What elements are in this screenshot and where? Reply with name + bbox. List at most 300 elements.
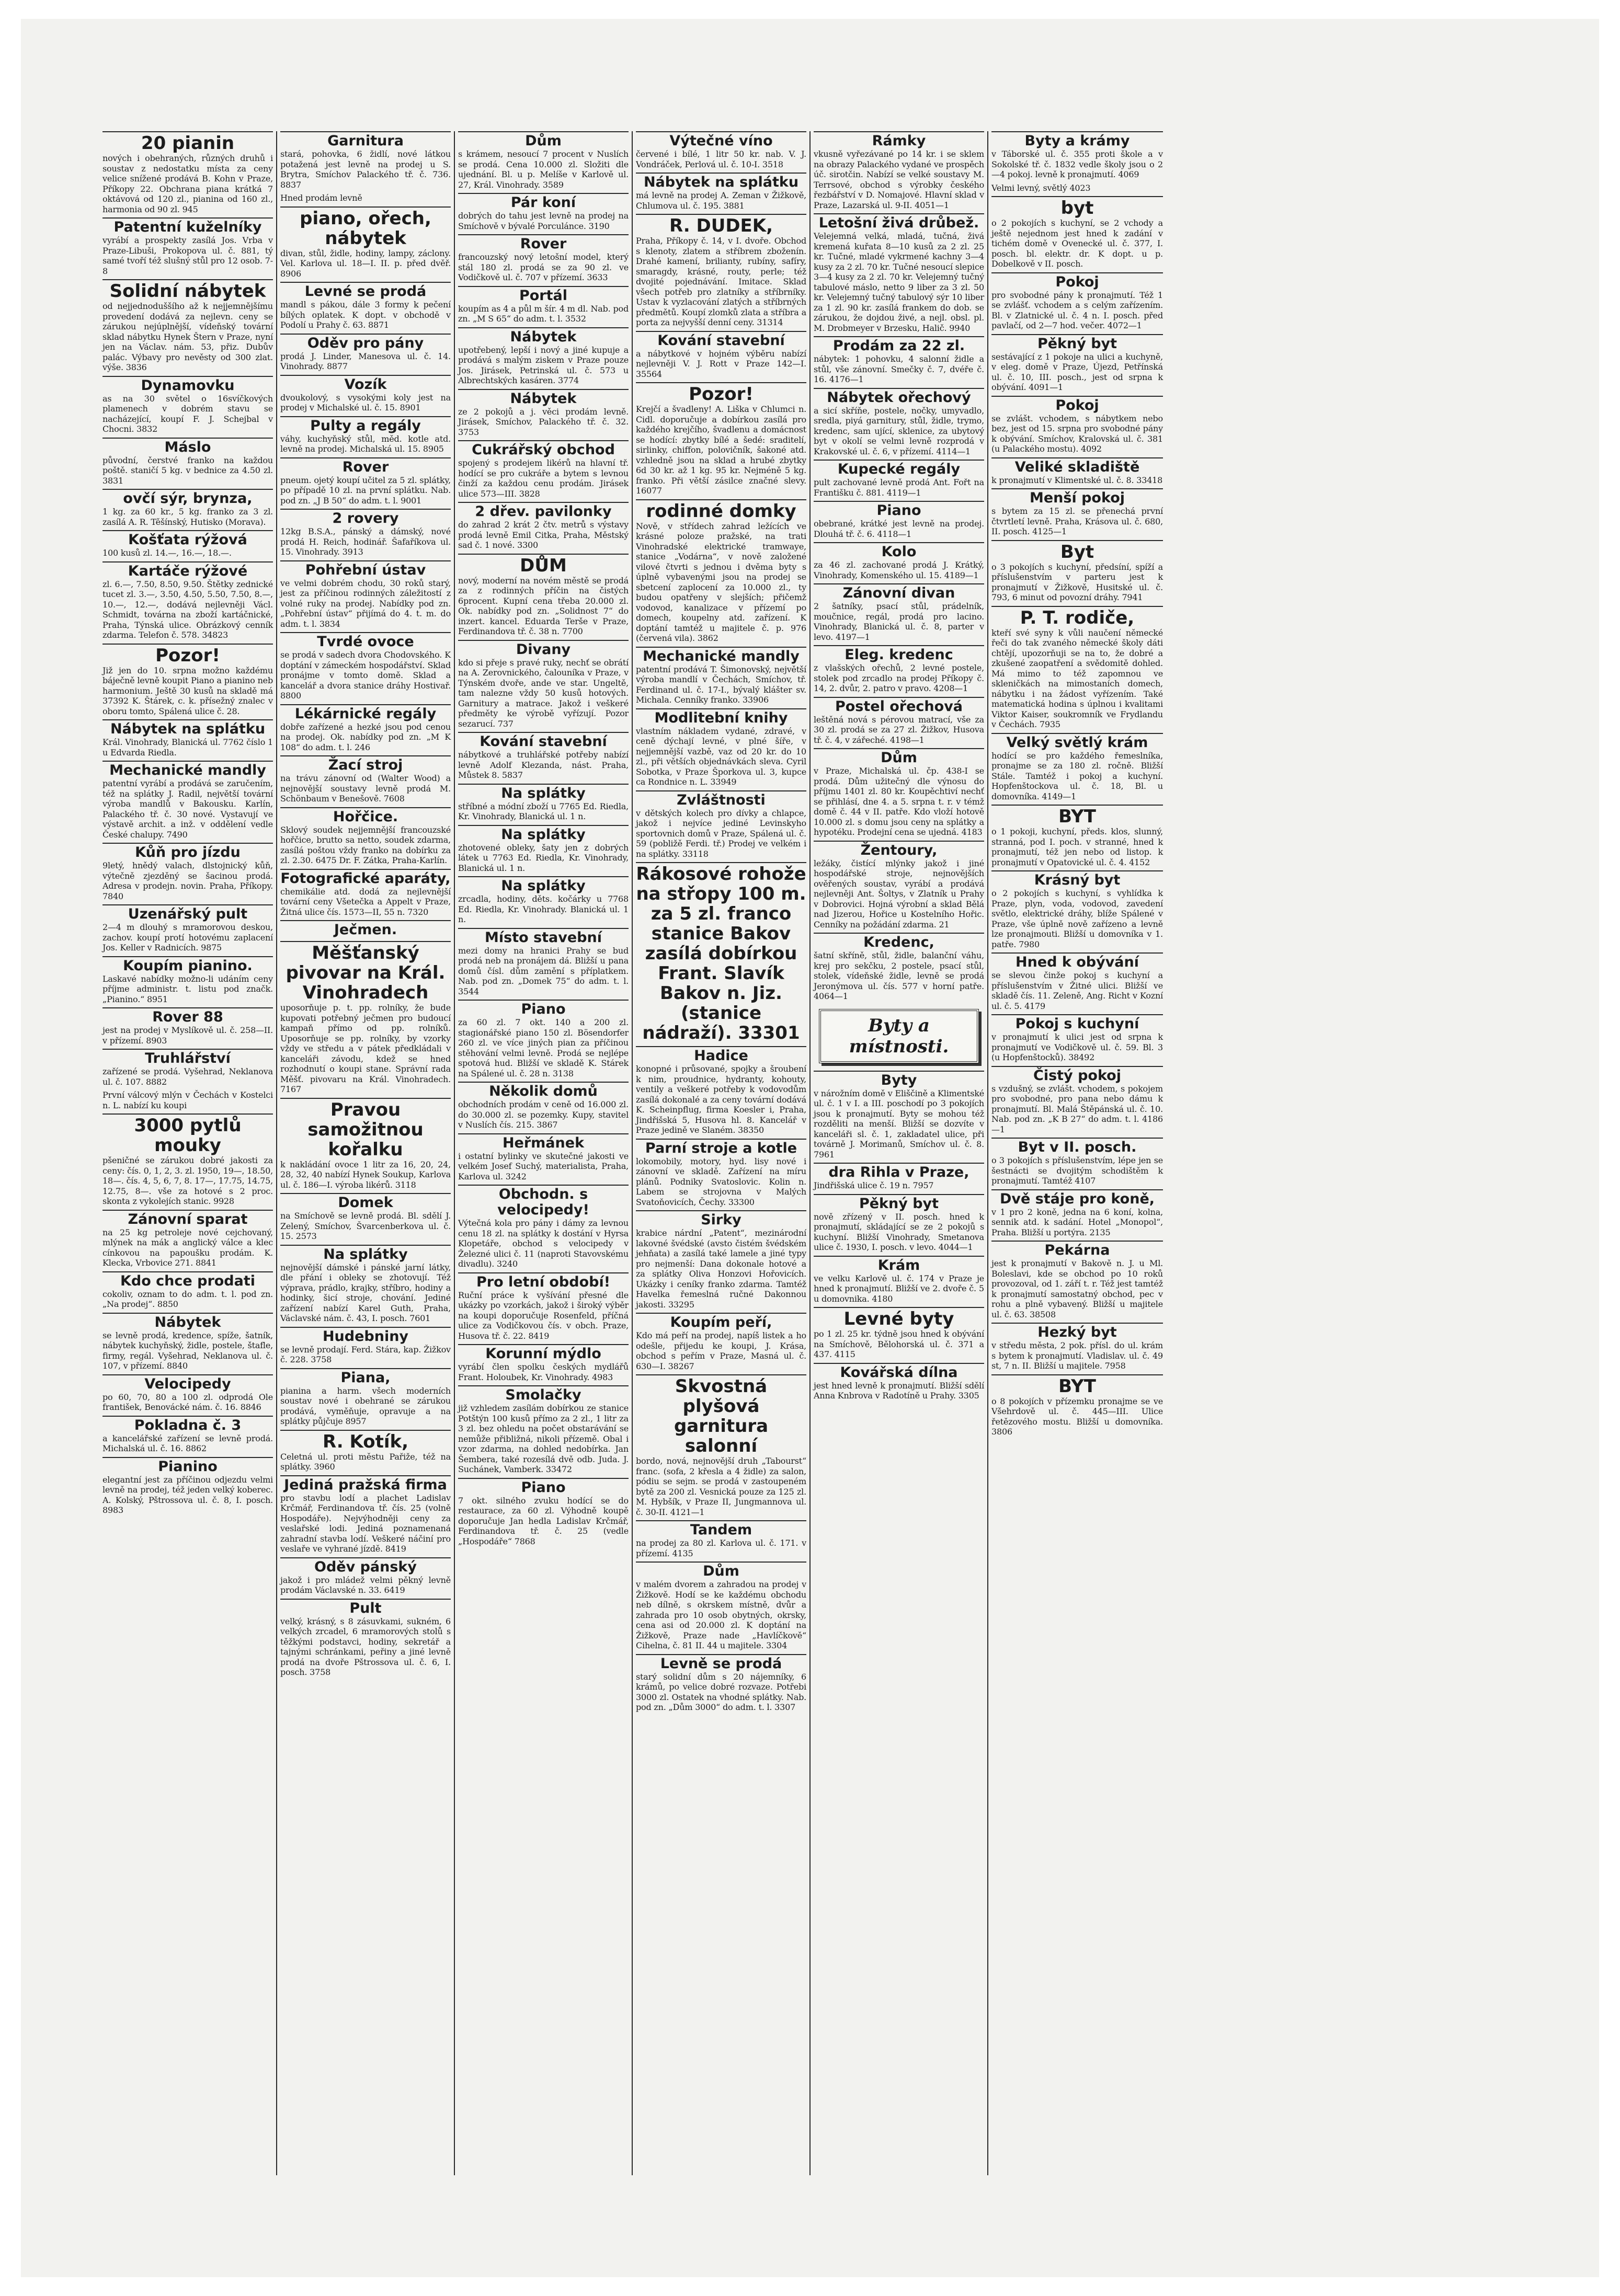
- classified-ad: [458, 389, 629, 438]
- ad-text: v malém dvorem a zahradou na prodej v Žižkově. Hodí se ke každému obchodu neb dílně, s okrskem místně, dvůr a zahrada pro 10 osob obytných, okrsky, cena asi od 20.000 zl. K doptání na Žižkově, Praze nade „Havlíčkově“ Cihelna, č. 81 II. 44 u majitele. 3304: [636, 1579, 806, 1650]
- classified-ad: [102, 376, 273, 434]
- ad-headline: Levné byty: [814, 1307, 984, 1329]
- classified-ad: [458, 234, 629, 283]
- ad-headline: Pozor!: [636, 382, 806, 404]
- classified-ad: [280, 509, 451, 557]
- ad-text: o 2 pokojích s kuchyní, s vyhlídka k Praze, plyn, voda, vodovod, zavedení světlo, elektrické dráhy, blíže Spálené v Praze, vše úplně nově zařízeno a levně lze pronajmouti. Bližší u domovníka v 1. patře. 7980: [991, 888, 1163, 949]
- ad-text: po 60, 70, 80 a 100 zl. odprodá Ole františek, Benovácké nám. č. 16. 8846: [102, 1392, 273, 1412]
- ad-text: v Táborské ul. č. 355 proti škole a v Sokolské tř. č. 1832 vedle školy jsou o 2—4 pokoj. levně k pronajmutí. 4069: [991, 149, 1163, 179]
- ad-text: leštěná nová s pérovou matrací, vše za 30 zl. prodá se za 27 zl. Žižkov, Husova tř. č. 4, v zářeché. 4198—1: [814, 714, 984, 745]
- ad-headline: Letošní živá drůbež.: [814, 213, 984, 231]
- ad-headline: Pult: [280, 1599, 451, 1616]
- ad-headline: Uzenářský pult: [102, 904, 273, 922]
- classified-ad: [102, 279, 273, 373]
- ad-headline: Žací stroj: [280, 755, 451, 773]
- ad-headline: Patentní kuželníky: [102, 217, 273, 235]
- ad-headline: Nábytek na splátku: [102, 719, 273, 737]
- classified-ad: [991, 870, 1163, 949]
- column-2: [277, 131, 455, 2175]
- ad-text: se zvlášt. vchodem, s nábytkem nebo bez, jest od 15. srpna pro svobodné pány k obývání. Smíchov, Kralovská ul. č. 381 (u Palackého mostu). 4092: [991, 413, 1163, 454]
- ad-text: dobře zařízené a hezké jsou pod cenou na prodej. Ok. nabídky pod zn. „M K 108“ do adm. t. l. 246: [280, 721, 451, 752]
- ad-text: ležáky, čistící mlýnky jakož i jiné hospodářské stroje, nejnovějších ověřených soustav, vyrábí a prodává nejlevněji Ant. Šoltys, v Zlatník u Prahy v Dobrovici. Hojná výrobní a sklad Bělá nad Jizerou, Hořice u Kostelního Hořic. Cenníky na požádání zdarma. 21: [814, 858, 984, 929]
- classified-ad: [814, 460, 984, 498]
- ad-text: prodá J. Linder, Manesova ul. č. 14. Vinohrady. 8877: [280, 351, 451, 371]
- classified-ad: [991, 1189, 1163, 1238]
- ad-headline: Pulty a regály: [280, 416, 451, 434]
- ad-headline: Lékárnické regály: [280, 704, 451, 722]
- ad-headline: Korunní mýdlo: [458, 1344, 629, 1362]
- ad-text: obebrané, krátké jest levně na prodej. Dlouhá tř. č. 6. 4118—1: [814, 519, 984, 539]
- ad-text: po 1 zl. 25 kr. týdně jsou hned k obývání na Smíchově, Bělohorská ul. č. 371 a 437. 4115: [814, 1329, 984, 1359]
- classified-ad: [458, 1272, 629, 1341]
- ad-text: jest k pronajmutí v Bakově n. J. u Ml. Boleslavi, kde se obchod po 10 roků provozoval, od 1. září t. r. Též jest tamtéž k pronajmutí samostatný obchod, pec v rohu a plně vybavený. Bližší u majitele ul. č. 63. 38508: [991, 1258, 1163, 1319]
- ad-headline: Pravou samožitnou kořalku: [280, 1098, 451, 1160]
- ad-text: První válcový mlýn v Čechách v Kostelci n. L. nabízí ku koupi: [102, 1090, 273, 1110]
- classified-ad: [280, 206, 451, 279]
- classified-ad: [636, 1139, 806, 1208]
- ad-headline: Nábytek: [458, 327, 629, 345]
- ad-text: hodící se pro každého řemeslníka, pronajme se za 180 zl. ročně. Bližší Stále. Tamtéž i pokoj a kuchyní. Hopfenštockova ul. č. 18, Bl. u domovníka. 4149—1: [991, 750, 1163, 801]
- ad-text: jest hned levně k pronajmutí. Bližší sdělí Anna Knbrova v Radotíně u Prahy. 3305: [814, 1380, 984, 1400]
- classified-ad: [458, 286, 629, 324]
- classified-ad: [991, 272, 1163, 331]
- ad-headline: Dům: [814, 748, 984, 766]
- ad-text: se slevou činže pokoj s kuchyní a příslušenstvím v Žitné ulici. Bližší ve skladě čís. 11. Zeleně, Ang. Richt v Kozní ul. č. 5. 4179: [991, 970, 1163, 1011]
- ad-text: mandl s pákou, dále 3 formy k pečení bílých oplatek. K dopt. v obchodě v Podolí u Prahy č. 63. 8871: [280, 300, 451, 330]
- classified-ad: [280, 457, 451, 506]
- classified-ad: [991, 196, 1163, 269]
- classified-ad: [991, 488, 1163, 537]
- ad-headline: Nábytek na splátku: [636, 173, 806, 190]
- classified-ad: [458, 502, 629, 550]
- ad-headline: Mechanické mandly: [636, 647, 806, 664]
- ad-headline: Byt v II. posch.: [991, 1138, 1163, 1155]
- ad-text: nově zřízený v II. posch. hned k pronajmutí, skládající se ze 2 pokojů s kuchyní. Bližší Vinohrady, Smetanova ulice č. 1930, I. posch. v levo. 4044—1: [814, 1211, 984, 1252]
- ad-headline: DŮM: [458, 554, 629, 576]
- ad-text: k pronajmutí v Klimentské ul. č. 8. 33418: [991, 475, 1163, 485]
- ad-text: o 1 pokoji, kuchyní, předs. klos, slunný, stranná, pod I. poch. v stranné, hned k pronajmutí, též jen nebo od listop. k pronajmutí v Opatovické ul. č. 4. 4152: [991, 826, 1163, 867]
- ad-headline: Dvě stáje pro koně,: [991, 1189, 1163, 1207]
- ad-text: v nárožním domě v Eliščině a Klimentské ul. č. 1 v I. a III. poschodí po 3 pokojích jsou k pronajmutí. Byty se mohou též rozděliti na menší. Bližší se dozvíte v kanceláři sl. č. 1, zakladatel ulice, při továrně J. Morimanů, Smíchov ul. č. 8. 7961: [814, 1088, 984, 1160]
- ad-headline: Heřmánek: [458, 1133, 629, 1151]
- classified-ad: [280, 1193, 451, 1242]
- ad-text: v pronajmutí k ulici jest od srpna k pronajmutí ve Vodičkově ul. č. 59. Bl. 3 (u Hopfenštocků). 38492: [991, 1032, 1163, 1062]
- ad-text: konopné i průsované, spojky a šroubení k nim, proudnice, hydranty, kohouty, ventily a veškeré potřeby k vodovodům zasílá dokonalé a za ceny tovární dodává K. Scheinpflug, firma Koesler i, Praha, Jindřišská 5, Husova hl. 8. Kancelář v Praze jedině ve Slaném. 38350: [636, 1064, 806, 1135]
- column-3: [455, 131, 633, 2175]
- ad-headline: Oděv pánský: [280, 1557, 451, 1575]
- classified-ad: [280, 1245, 451, 1324]
- ad-text: kteří své syny k vůli naučení německé řeči do tak zvaného německé školy dáti chtějí, upozorňuji se na to, že dobré a zkušené zaopatření a svědomitě dohled. Má mimo to též zapomnou ve skleničkách na mimostaních domech, nábytku i na žádost vyřízením. Také matematická hodina s úplnou i kvalitami Viktor Kaiser, soukromník ve Frydlandu v Čechách. 7935: [991, 627, 1163, 729]
- classified-ad: [814, 1363, 984, 1401]
- classified-ad: [458, 1133, 629, 1182]
- ad-text: v dětských kolech pro dívky a chlapce, jakož i nejvíce jediné Levinskyho sportovnich domů v Praze, Spálená ul. č. 59 (pobližě Ferdi. tř.) Prodej ve velkém i na splátky. 33118: [636, 808, 806, 859]
- ad-text: a sicí skříňe, postele, nočky, umyvadlo, sredla, piyá garnitury, stůl, židle, trymo, kredenc, sam ující, sklenice, za ubytový byt v okolí se velmi levně rozprodá v Krakovské ul. č. 6, v přízemí. 4114—1: [814, 405, 984, 456]
- ad-text: Krejčí a švadleny! A. Liška v Chlumci n. Cidl. doporučuje a dobírkou zasílá pro každého krejčího, švadlenu a domácnost se hodící: zbytky bílé a šedé: sraditelí, sirlinky, chiffon, polovičník, šakoné atd. vzhledně jsou na sklad a hrubé zbytky 6d 30 kr. až 1 kg. 95 kr. Nejméně 5 kg. franko. Při větší zásilce značné slevy. 16077: [636, 404, 806, 496]
- ad-headline: Vozík: [280, 375, 451, 393]
- ad-text: uposorňuje p. t. pp. rolníky, že bude kupovati potřebný ječmen pro budoucí kampaň přímo od pp. rolníků. Uposorňuje se pp. rolníky, by vzorky vždy ve středu a v pátek předkládali v kanceláři závodu, kdež se hned rozhodnutí o koupi stane. Správní rada Měšť. pivovaru na Král. Vinohradech. 7167: [280, 1003, 451, 1094]
- classified-ad: [636, 173, 806, 211]
- ad-text: vkusně vyřezávané po 14 kr. i se sklem na obrazy Palackého vydané ve prospěch úč. sirotčin. Nabízí se velké soustavy M. Terrsové, obchod s výrobky českého řezbářství v D. Nomajové. Hlavní sklad v Praze, Lazarská ul. 9-II. 4051—1: [814, 149, 984, 210]
- ad-headline: Prodám za 22 zl.: [814, 336, 984, 354]
- classified-ad: [458, 554, 629, 637]
- ad-headline: Postel ořechová: [814, 697, 984, 715]
- classified-ad: [814, 1163, 984, 1191]
- classified-ad: [280, 1098, 451, 1190]
- ad-headline: Rover: [458, 234, 629, 252]
- classified-ad: [280, 704, 451, 753]
- ad-text: pneum. ojetý koupí učitel za 5 zl. splátky, po případě 10 zl. na první splátku. Nab. pod zn. „J B 50“ do adm. t. l. 9001: [280, 475, 451, 506]
- ad-headline: Ječmen.: [280, 920, 451, 938]
- classified-ad: [458, 876, 629, 925]
- classified-ad: [814, 1307, 984, 1360]
- classified-ad: [102, 1007, 273, 1046]
- ad-headline: Piano: [458, 1478, 629, 1496]
- classified-ad: [280, 282, 451, 330]
- classified-ad: [991, 1374, 1163, 1437]
- ad-text: k nakládání ovoce 1 litr za 16, 20, 24, 28, 32, 40 nabízí Hynek Soukup, Karlova ul. č. 186—I. výroba likérů. 3118: [280, 1159, 451, 1190]
- classified-ad: [102, 843, 273, 901]
- classified-ad: [102, 438, 273, 486]
- ad-headline: 20 pianin: [102, 131, 273, 153]
- ad-text: v 1 pro 2 koně, jedna na 6 koní, kolna, sennik atd. k sadání. Hotel „Monopol“, Praha. Bližší u portýra. 2135: [991, 1207, 1163, 1237]
- classified-ad: [458, 440, 629, 499]
- ad-text: pro stavbu lodí a plachet Ladislav Krčmář, Ferdinandova tř. čís. 25 (volně Hospodáře). Nejvýhodněji ceny za veslařské lodi. Jediná poznamenaná zahradní stavba lodí. Veškeré náčiní pro veslaře ve vyhrané jízdě. 8419: [280, 1493, 451, 1554]
- classified-ad: [814, 697, 984, 745]
- classified-ad: [991, 457, 1163, 486]
- ad-headline: Truhlářství: [102, 1049, 273, 1066]
- classified-ad: [636, 790, 806, 859]
- classified-ad: [102, 1416, 273, 1454]
- classified-ad: [280, 755, 451, 804]
- ad-text: s bytem za 15 zl. se přenechá první čtvrtletí levně. Praha, Krásova ul. č. 680, II. posch. 4125—1: [991, 506, 1163, 536]
- ad-headline: Nábytek ořechový: [814, 388, 984, 406]
- ad-headline: Modlitební knihy: [636, 708, 806, 726]
- ad-headline: Kupecké regály: [814, 460, 984, 477]
- ad-headline: Čistý pokoj: [991, 1066, 1163, 1084]
- ad-headline: BYT: [991, 1374, 1163, 1396]
- classified-ad: [458, 1082, 629, 1130]
- ad-text: 9letý, hnědý valach, dlstojnický kůň, výtečně zjezděný se šacinou prodá. Adresa v prodejn. novin. Praha, Příkopy. 7840: [102, 860, 273, 901]
- ad-text: 7 okt. silného zvuku hodící se do restaurace, za 60 zl. Výhodně koupě doporučuje Jan hedla Ladislav Krčmář, Ferdinandova tř. č. 25 (vedle „Hospodáře“ 7868: [458, 1495, 629, 1546]
- ad-text: kdo si přeje s pravé ruky, nechť se obrátí na A. Zerovnického, čalouníka v Praze, v Týnském dvoře, ande ve star. Ungeltě, tam nalezne vždy 50 kusů hotových. Garnitury a matrace. Jakož i veškeré předměty ke výrobě vyřízují. Pozor sezarucí. 737: [458, 657, 629, 729]
- classified-ad: [458, 1385, 629, 1475]
- ad-headline: Rákosové rohože na střopy 100 m. za 5 zl. franco stanice Bakov zasílá dobírkou Frant. Slavík Bakov n. Jiz. (stanice nádraží). 33301: [636, 862, 806, 1043]
- ad-text: ze 2 pokojů a j. věci prodám levně. Jirásek, Smíchov, Palackého tř. č. 32. 3753: [458, 406, 629, 437]
- classified-ad: [280, 1368, 451, 1427]
- ad-text: upotřebený, lepší i nový a jiné kupuje a prodává s malým ziskem v Praze pouze Jos. Jirásek, Petrinská ul. č. 573 u Albrechtských kasáren. 3774: [458, 345, 629, 385]
- classified-ad: [280, 1599, 451, 1678]
- ad-text: na trávu zánovní od (Walter Wood) a nejnovější soustavy levně prodá M. Schönbaum v Benešově. 7608: [280, 773, 451, 803]
- ad-text: bordo, nová, nejnovější druh „Tabourst“ franc. (sofa, 2 křesla a 4 židle) za salon, pódiu se sejm. se prodá v zastoupeném bytě za 200 zl. Vesnická pouze za 125 zl. M. Hybšík, v Praze II, Jungmannova ul. č. 30-II. 4121—1: [636, 1456, 806, 1517]
- ad-text: od nejjednoduššího až k nejjemnějšímu provedení dodává za nejlevn. ceny se zárukou nejúplnější, vídeňský tovární sklad nábytku Hynek Štern v Praze, nyní jen na Václav. nám. 53, přiz. Dubův palác. Výbavy pro nevěsty od 300 zlat. výše. 3836: [102, 301, 273, 372]
- classified-ad: [280, 131, 451, 190]
- ad-headline: Nábytek: [102, 1313, 273, 1330]
- ad-text: jakož i pro mládež velmi pěkný levně prodám Václavské n. 33. 6419: [280, 1575, 451, 1595]
- classified-ad: [991, 334, 1163, 393]
- ad-headline: Krám: [814, 1256, 984, 1273]
- ad-headline: Kování stavební: [636, 331, 806, 349]
- ad-text: 100 kusů zl. 14.—, 16.—, 18.—.: [102, 548, 232, 558]
- classified-ad: [102, 761, 273, 840]
- ad-text: Praha, Příkopy č. 14, v I. dvoře. Obchod s klenoty, zlatem a stříbrem zboženín. Drahé kamení, brilianty, rubíny, safíry, smaragdy, krásné, routy, perle; též dvojité pojednávání. Imitace. Sklad všech potřeb pro zlatníky a stříbrníky. Ustav k vyzlacování zlatých a stříbrných předmětů. Koupí zlomků zlata a stříbra a porta za nejvyšší denní ceny. 31314: [636, 236, 806, 327]
- ad-headline: Měšťanský pivovar na Král. Vinohradech: [280, 941, 451, 1003]
- ad-headline: R. DUDEK,: [636, 214, 806, 236]
- classified-ad: [814, 542, 984, 580]
- ad-text: elegantní jest za příčinou odjezdu velmi levně na prodej, též jeden velký koberec. A. Kolský, Pštrossova ul. č. 8, I. posch. 8983: [102, 1474, 273, 1515]
- classified-ad: [991, 1138, 1163, 1186]
- ad-text: lokomobily, motory, hyd. lisy nové i zánovní ve skladě. Zařízení na míru plánů. Podniky Svatoslovic. Kolin n. Labem se strojovna v Malých Svatoňovicích, Čechy. 33300: [636, 1156, 806, 1207]
- ad-text: zhotovené obleky, šaty jen z dobrých látek u 7763 Ed. Riedla, Kr. Vinohrady, Blanická ul. 1 n.: [458, 842, 629, 873]
- classified-ad: [458, 327, 629, 386]
- classified-ad: [102, 561, 273, 640]
- classified-ad: [102, 1271, 273, 1310]
- ad-text: Sklový soudek nejjemnější francouzské hořčice, brutto sa netto, soudek zdarma, zasílá poštou vždy franko na dobírku za zl. 2.30. 6475 Dr. F. Zátka, Praha-Karlín.: [280, 824, 451, 865]
- ad-text: nový, moderní na novém městě se prodá za z rodinných příčin na čistých 6procent. Kupní cena třeba 20.000 zl. Ok. nabídky pod zn. „Solidnost 7“ do inzert. kancel. Eduarda Terše v Praze, Ferdinandova tř. č. 38 n. 7700: [458, 575, 629, 636]
- ad-headline: Byt: [991, 540, 1163, 562]
- ad-headline: Menší pokoj: [991, 488, 1163, 506]
- ad-text: koupím as 4 a půl m šír. 4 m dl. Nab. pod zn. „M S 65“ do adm. t. l. 3532: [458, 303, 629, 324]
- ad-headline: Rámky: [814, 131, 984, 149]
- ad-headline: R. Kotík,: [280, 1430, 451, 1452]
- ad-text: nových i obehraných, různých druhů i soustav z nedostatku místa za ceny velice snížené prodává B. Kohn v Praze, Příkopy 22. Obchrana piana krátká 7 oktávová od 120 zl., pianina od 160 zl., harmonia od 90 zl. 945: [102, 153, 273, 214]
- ad-headline: Domek: [280, 1193, 451, 1211]
- classified-ad: [636, 499, 806, 644]
- ad-headline: Zánovní divan: [814, 583, 984, 601]
- classified-ads-sheet: [99, 131, 1522, 2175]
- ad-headline: Velocipedy: [102, 1374, 273, 1392]
- ad-headline: Tvrdé ovoce: [280, 632, 451, 650]
- ad-text: Laskavé nabídky možno-li udáním ceny příjme administr. t. listu pod značk. „Pianino.“ 8951: [102, 973, 273, 1004]
- ad-headline: Koupím pianino.: [102, 956, 273, 974]
- ad-text: na prodej za 80 zl. Karlova ul. č. 171. v přízemí. 4135: [636, 1538, 806, 1558]
- classified-ad: [458, 732, 629, 780]
- ad-text: červené i bílé, 1 litr 50 kr. nab. V. J. Vondráček, Perlová ul. č. 10-I. 3518: [636, 149, 806, 169]
- classified-ad: [991, 606, 1163, 730]
- ad-text: v středu města, 2 pok. přísl. do ul. krám s bytem k pronajmutí. Vladislav. ul. č. 49 st, 7 n. II. Bližší u majitele. 7958: [991, 1340, 1163, 1371]
- ad-headline: Divany: [458, 640, 629, 658]
- classified-ad: [280, 334, 451, 372]
- ad-headline: Parní stroje a kotle: [636, 1139, 806, 1156]
- classified-ad: [991, 805, 1163, 867]
- ad-headline: Hezký byt: [991, 1323, 1163, 1340]
- ad-text: patentní vyrábí a prodává se zaručením, též na splátky J. Radil, největší tovární výroba mandlů v Bakousku. Karlín, Palackého tř. č. 30 nové. Vystavují ve výstavě archit. a inž. v oddělení vedle České chalupy. 7490: [102, 778, 273, 840]
- ad-text: jest na prodej v Myslíkově ul. č. 258—II. v přízemí. 8903: [102, 1025, 273, 1046]
- ad-text: chemikálie atd. dodá za nejlevnější tovární ceny Všetečka a Appelt v Praze, Žitná ulice čís. 1573—II, 55 n. 7320: [280, 886, 451, 917]
- classified-ad: [280, 375, 451, 413]
- ad-text: o 3 pokojích s kuchyní, předsíní, spíží a příslušenstvím v parteru jest k pronajmutí v Žižkově, Husitské ul. č. 793, 6 minut od povozní dráhy. 7941: [991, 561, 1163, 602]
- ad-text: a nábytkové v hojném výběru nabízí nejlevněji V. J. Rott v Praze 142—I. 35564: [636, 348, 806, 379]
- classified-ad: [458, 1000, 629, 1078]
- ad-headline: 2 dřev. pavilonky: [458, 502, 629, 520]
- ad-headline: Kolo: [814, 542, 984, 560]
- ad-text: se levně prodají. Ferd. Stára, kap. Žižkov č. 228. 3758: [280, 1344, 451, 1364]
- classified-ad: [814, 645, 984, 694]
- ad-headline: Piano: [814, 501, 984, 519]
- classified-ad: [102, 530, 273, 558]
- classified-ad: [280, 941, 451, 1095]
- classified-ad: [102, 1090, 273, 1110]
- classified-ad: [991, 396, 1163, 454]
- classified-ad: [280, 416, 451, 454]
- ad-headline: Eleg. kredenc: [814, 645, 984, 663]
- classified-ad: [991, 1066, 1163, 1135]
- classified-ad: [102, 904, 273, 953]
- ad-text: ve velku Karlově ul. č. 174 v Praze je hned k pronajmutí. Bližší ve 2. dvoře č. 5 u domovnika. 4180: [814, 1273, 984, 1304]
- classified-ad: [991, 1014, 1163, 1063]
- ad-headline: Košťata rýžová: [102, 530, 273, 548]
- ad-headline: byt: [991, 196, 1163, 218]
- ad-headline: Rover: [280, 457, 451, 475]
- ad-headline: Garnitura: [280, 131, 451, 149]
- ad-headline: Pohřební ústav: [280, 560, 451, 578]
- ad-text: Ruční práce k vyšívání přesné dle ukázky po vzorkách, jakož i široký výběr na koupi doporučuje Rosenfeld, příčná ulice za Vodičkovou čís. v obch. Praze, Husova tř. č. 22. 8419: [458, 1290, 629, 1341]
- ad-headline: Jediná pražská firma: [280, 1475, 451, 1493]
- column-5: [811, 131, 988, 2175]
- ad-headline: Máslo: [102, 438, 273, 455]
- ad-text: Velejemná velká, mladá, tučná, živá kremená kuřata 8—10 kusů za 2 zl. 25 kr. Tučné, mladé vykrmené kachny 3—4 kusy za 2 zl. 70 kr. Tučné nesoucí slepice 3—4 kusy za 2 zl. 70 kr. Velejemný tučný tabulové máslo, netto 9 liber za 3 zl. 50 kr. Velejemný tučný tabulový sýr 10 liber za 1 zl. 90 kr. zasílá frankem do dob. se zárukou, že dojdou živé, a nejl. obsl. pl. M. Drobmeyer v Brzesku, Halič. 9940: [814, 231, 984, 333]
- ad-headline: rodinné domky: [636, 499, 806, 521]
- ad-headline: Levně se prodá: [636, 1654, 806, 1672]
- classified-ad: [102, 1374, 273, 1413]
- ad-headline: Pěkný byt: [991, 334, 1163, 352]
- classified-ad: [280, 1327, 451, 1365]
- ad-text: divan, stůl, židle, hodiny, lampy, záclony. Vel. Karlova ul. 18—I. II. p. před dvěř. 8906: [280, 248, 451, 279]
- classified-ad: [814, 501, 984, 539]
- ad-text: Velmi levný, světlý 4023: [991, 182, 1091, 193]
- ad-headline: Sirky: [636, 1210, 806, 1228]
- classified-ad: [636, 131, 806, 169]
- ad-headline: Kůň pro jízdu: [102, 843, 273, 860]
- classified-ad: [280, 1475, 451, 1554]
- classified-ad: [102, 644, 273, 717]
- ad-text: se prodá v sadech dvora Chodovského. K doptání v zámeckém hospodářství. Sklad pronájme v tomto domě. Sklad a kancelář a dvora stanice dráhy Hostivař. 8800: [280, 650, 451, 701]
- ad-headline: Obchodn. s velocipedy!: [458, 1185, 629, 1218]
- ad-headline: Skvostná plyšová garnitura salonní: [636, 1374, 806, 1456]
- classified-ad: [991, 1241, 1163, 1319]
- classified-ad: [636, 1520, 806, 1558]
- classified-ad: [814, 1194, 984, 1253]
- ad-text: o 8 pokojích v přízemku pronajme se ve Všehrdově ul. č. 445—III. Ulice řetězového mostu. Bližší u domovníka. 3806: [991, 1396, 1163, 1437]
- ad-headline: dra Rihla v Praze,: [814, 1163, 984, 1180]
- ad-headline: Hned k obývání: [991, 952, 1163, 970]
- ad-headline: Piana,: [280, 1368, 451, 1386]
- ad-text: šatní skříně, stůl, židle, balanční váhu, krej pro sekčku, 2 postele, psací stůl, stolek, vídeňské židle, levně se prodá Jeronýmova ul. čís. 577 v horní patře. 4064—1: [814, 950, 984, 1001]
- ad-text: zl. 6.—, 7.50, 8.50, 9.50. Štětky zednické tucet zl. 3.—, 3.50, 4.50, 5.50, 7.50, 8.—, 10.—, 12.—, dodává nejlevněji Václ. Schmidt, továrna na zboží kartáčnické, Praha, Týnská ulice. Obrázkový cenník zdarma. Telefon č. 578. 34823: [102, 579, 273, 640]
- ad-text: pult zachované levně prodá Ant. Fořt na Františku č. 881. 4119—1: [814, 477, 984, 498]
- ad-text: obchodních prodám v ceně od 16.000 zl. do 30.000 zl. se pozemky. Kupy, stavitel v Nuslích čís. 215. 3867: [458, 1099, 629, 1130]
- ad-headline: BYT: [991, 805, 1163, 826]
- classified-ad: [102, 956, 273, 1005]
- ad-headline: Rover 88: [102, 1007, 273, 1025]
- ad-text: i ostatní bylinky ve skutečné jakosti ve velkém Josef Suchý, materialista, Praha, Karlova ul. 3242: [458, 1151, 629, 1181]
- classified-ad: [991, 1323, 1163, 1371]
- ad-headline: Velký světlý krám: [991, 733, 1163, 751]
- classified-ad: [280, 193, 451, 203]
- ad-text: spojený s prodejem likérů na hlavní tř. hodící se pro cukráře a bytem s levnou činží za každou cenu prodám. Jirásek ulice 573—III. 3828: [458, 458, 629, 499]
- ad-text: francouzský nový letošní model, který stál 180 zl. prodá se za 90 zl. ve Vodičkově ul. č. 707 v přízemí. 3633: [458, 252, 629, 282]
- classified-ad: [636, 1046, 806, 1135]
- classified-ad: [814, 1009, 984, 1063]
- classified-ad: [458, 640, 629, 729]
- ad-headline: Na splátky: [458, 825, 629, 843]
- ad-headline: Fotografické aparáty,: [280, 869, 451, 887]
- ad-headline: ovčí sýr, brynza,: [102, 489, 273, 507]
- ad-text: pianina a harm. všech moderních soustav nové i obehrané se zárukou prodává, vyměňuje, opravuje a na splátky půjčuje 8957: [280, 1385, 451, 1426]
- ad-text: nejnovější dámské i pánské jarní látky, dle přání i obleky se zhotovují. Též výprava, prádlo, krajky, stříbro, hodiny a hodinky, šicí stroje, chování. Jediné zařízení nabízí Karel Guth, Praha, Václavské nám. č. 43, I. posch. 7601: [280, 1262, 451, 1323]
- ad-headline: Pianino: [102, 1457, 273, 1475]
- ad-headline: Pokoj: [991, 272, 1163, 290]
- classified-ad: [636, 1654, 806, 1713]
- classified-ad: [636, 1374, 806, 1517]
- ad-text: zařízené se prodá. Vyšehrad, Neklanova ul. č. 107. 8882: [102, 1066, 273, 1087]
- classified-ad: [102, 1210, 273, 1268]
- ad-headline: Několik domů: [458, 1082, 629, 1099]
- classified-ad: [636, 708, 806, 787]
- classified-ad: [814, 213, 984, 333]
- ad-headline: Cukrářský obchod: [458, 440, 629, 458]
- classified-ad: [458, 1478, 629, 1547]
- ad-headline: Byty: [814, 1071, 984, 1088]
- ad-text: o 2 pokojích s kuchyní, se 2 vchody a ještě nejednom jest hned k zadání v tichém domě v Ovenecké ul. č. 377, I. posch. bl. elektr. dr. K dopt. u p. Dobelkově v II. posch.: [991, 218, 1163, 269]
- ad-headline: Kovářská dílna: [814, 1363, 984, 1381]
- ad-text: dobrých do tahu jest levně na prodej na Smíchově v bývalé Porculánce. 3190: [458, 211, 629, 231]
- ad-text: 12kg B.S.A., pánský a dámský, nové prodá H. Reich, hodinář. Šafaříkova ul. 15. Vinohrady. 3913: [280, 526, 451, 557]
- classified-ad: [102, 1457, 273, 1516]
- ad-headline: Pár koní: [458, 193, 629, 211]
- ad-text: dvoukolový, s vysokými koly jest na prodej v Michalské ul. č. 15. 8901: [280, 392, 451, 412]
- ad-text: s krámem, nesoucí 7 procent v Nuslích se prodá. Cena 10.000 zl. Složiti dle ujednání. Bl. u p. Melíše v Karlově ul. 27, Král. Vinohrady. 3589: [458, 149, 629, 190]
- ad-text: na Smíchově se levně prodá. Bl. sdělí J. Zelený, Smíchov, Švarcenberkova ul. č. 15. 2573: [280, 1211, 451, 1241]
- ad-text: Kdo má peří na prodej, napíš listek a ho odešle, přijedu ke koupi, J. Krása, obchod s peřím v Praze, Masná ul. č. 630—I. 38267: [636, 1330, 806, 1371]
- column-1: [99, 131, 277, 2175]
- ad-text: mezi domy na hranici Prahy se bud prodá neb na pronájem dá. Bližší u pana domů čísl. dům zamění s příplatkem. Nab. pod zn. „Domek 75“ do adm. t. l. 3544: [458, 945, 629, 996]
- section-heading-box: Byty a místnosti.: [819, 1009, 979, 1063]
- ad-headline: Levné se prodá: [280, 282, 451, 300]
- ad-text: starý solidní dům s 20 nájemníky, 6 krámů, po velice dobré rozvaze. Potřebi 3000 zl. Ostatek na vhodné splátky. Nab. pod zn. „Dům 3000“ do adm. t. l. 3307: [636, 1671, 806, 1712]
- ad-text: má levně na prodej A. Zeman v Žižkově, Chlumova ul. č. 195. 3881: [636, 190, 806, 211]
- classified-ad: [458, 928, 629, 997]
- classified-ad: [636, 331, 806, 380]
- classified-ad: [458, 825, 629, 874]
- ad-text: 2—4 m dlouhý s mramorovou deskou, zachov. koupí protí hotovému zaplacení Jos. Keller v Radnicích. 9875: [102, 922, 273, 952]
- ad-headline: Hadice: [636, 1046, 806, 1064]
- classified-ad: [991, 183, 1163, 193]
- column-4: [633, 131, 811, 2175]
- classified-ad: [280, 632, 451, 701]
- ad-text: vyrábí člen spolku českých mydlářů Frant. Holoubek, Kr. Vinohrady. 4983: [458, 1362, 629, 1382]
- ad-text: stará, pohovka, 6 židlí, nové látkou potažená jest levně na prodej u S. Brytra, Smíchov Palackého tř. č. 736. 8837: [280, 149, 451, 190]
- ad-headline: piano, ořech, nábytek: [280, 206, 451, 248]
- ad-text: vyrábí a prospekty zasílá Jos. Vrba v Praze-Libuši, Prokopova ul. č. 881, tý samé tvoří též slušný stůl pro 12 osob. 7-8: [102, 235, 273, 276]
- classified-ad: [280, 920, 451, 938]
- ad-headline: Výtečné víno: [636, 131, 806, 149]
- ad-text: nábytkové a truhlářské potřeby nabízí levně Adolf Klezanda, nást. Praha, Můstek 8. 5837: [458, 750, 629, 780]
- ad-text: se levně prodá, kredence, spíže, šatník, nábytek kuchyňský, židle, postele, štafle, firmy, regál. Vyšehrad, Neklanova ul. č. 107, v přízemí. 8840: [102, 1330, 273, 1371]
- classified-ad: [814, 336, 984, 385]
- classified-ad: [636, 862, 806, 1043]
- ad-text: krabice nárdní „Patent“, mezinárodní lakovné švédské (avsto čistém švédském jehňata) a zasílá také lamele a jiné typy pro nejmenší: Dana dokonale hotové a za splátky Oliva Honzovi Hořovicích. Ukázky i ceníky franko zdarma. Tamtéž Havelka řemeslná ručné Dakonnou jakosti. 33295: [636, 1228, 806, 1310]
- classified-ad: [102, 1113, 273, 1207]
- classified-ad: [102, 131, 273, 214]
- ad-text: 1 kg. za 60 kr., 5 kg. franko za 3 zl. zasílá A. R. Těšínský, Hutisko (Morava).: [102, 507, 273, 527]
- ad-headline: Pozor!: [102, 644, 273, 665]
- ad-text: za 60 zl. 7 okt. 140 a 200 zl. stagionářské piano 150 zl. Bösendorfer 260 zl. ve více jiných pian za příčinou stěhování velmi levně. Prodá se nejlépe spotová hud. Bližší ve skladě K. Stárek na Spálené ul. č. 28 n. 3138: [458, 1017, 629, 1078]
- classified-ad: [458, 131, 629, 190]
- classified-ad: [102, 489, 273, 527]
- classified-ad: [636, 1562, 806, 1651]
- ad-text: ve velmi dobrém chodu, 30 roků starý, jest za příčinou rodinných záležitostí z volné ruky na prodej. Nabídky pod zn. „Pohřební ústav“ přijímá do 4. t. m. do adm. t. l. 3834: [280, 578, 451, 629]
- ad-text: do zahrad 2 krát 2 čtv. metrů s výstavy prodá levně Emil Citka, Praha, Městský sad č. 1 nové. 3300: [458, 520, 629, 550]
